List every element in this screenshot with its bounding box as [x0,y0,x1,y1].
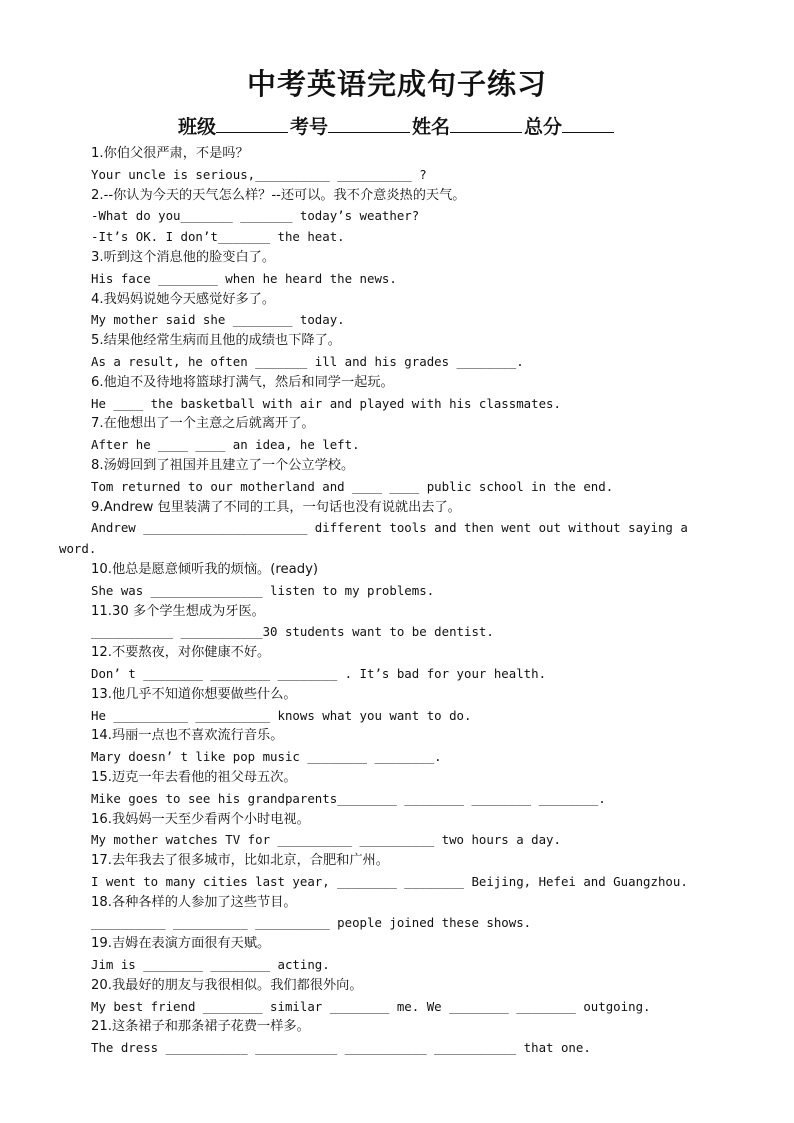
question-zh: 8.汤姆回到了祖国并且建立了一个公立学校。 [91,457,355,473]
answer-line[interactable]: -What do you_______ _______ today’s weather? [91,208,420,224]
question-zh: 3.听到这个消息他的脸变白了。 [91,249,276,265]
name-blank[interactable] [450,114,522,133]
exam-number-label: 考号 [289,116,328,138]
total-score-label: 总分 [524,116,563,138]
answer-line[interactable]: Andrew ______________________ different tools and then went out without saying a [91,520,688,536]
answer-line[interactable]: He ____ the basketball with air and played with his classmates. [91,395,561,411]
exam-number-blank[interactable] [328,114,410,133]
answer-line[interactable]: He __________ __________ knows what you want to do. [91,707,472,723]
answer-line[interactable]: The dress ___________ ___________ ___________ ___________ that one. [91,1040,591,1056]
question-zh: 17.去年我去了很多城市，比如北京，合肥和广州。 [91,853,389,869]
answer-line[interactable]: After he ____ ____ an idea, he left. [91,437,360,453]
question-zh: 2.--你认为今天的天气怎么样？--还可以。我不介意炎热的天气。 [91,187,466,203]
answer-line[interactable]: I went to many cities last year, ________ ________ Beijing, Hefei and Guangzhou. [91,873,688,889]
question-zh: 11.30 多个学生想成为牙医。 [91,603,265,619]
question-zh: 20.我最好的朋友与我很相似。我们都很外向。 [91,977,363,993]
answer-line-continuation: word. [59,541,97,557]
answer-line[interactable]: My mother said she ________ today. [91,312,345,328]
question-zh: 19.吉姆在表演方面很有天赋。 [91,936,271,952]
answer-line[interactable]: My best friend ________ similar ________ me. We ________ ________ outgoing. [91,998,651,1014]
exercise-list [0,144,794,1059]
answer-line[interactable]: As a result, he often _______ ill and his grades ________. [91,353,524,369]
answer-line[interactable]: __________ __________ __________ people joined these shows. [91,915,532,931]
answer-line[interactable]: Jim is ________ ________ acting. [91,957,330,973]
answer-line[interactable]: Tom returned to our motherland and ____ ____ public school in the end. [91,478,614,494]
answer-line[interactable]: Your uncle is serious,__________ __________ ? [91,166,427,182]
answer-line[interactable]: His face ________ when he heard the news. [91,270,397,286]
question-zh: 16.我妈妈一天至少看两个小时电视。 [91,811,310,827]
question-zh: 14.玛丽一点也不喜欢流行音乐。 [91,728,284,744]
class-label: 班级 [177,116,216,138]
question-zh: 7.在他想出了一个主意之后就离开了。 [91,416,315,432]
question-zh: 21.这条裙子和那条裙子花费一样多。 [91,1019,310,1035]
answer-line[interactable]: Mike goes to see his grandparents________ ________ ________ ________. [91,790,606,806]
question-zh: 6.他迫不及待地将篮球打满气，然后和同学一起玩。 [91,374,394,390]
question-zh: 12.不要熬夜，对你健康不好。 [91,645,271,661]
question-zh: 18.各种各样的人参加了这些节目。 [91,894,297,910]
question-zh: 5.结果他经常生病而且他的成绩也下降了。 [91,333,341,349]
answer-line[interactable]: Don’ t ________ ________ ________ . It’s bad for your health. [91,665,547,681]
question-zh: 10.他总是愿意倾听我的烦恼。(ready) [91,561,319,577]
answer-line[interactable]: Mary doesn’ t like pop music ________ ________. [91,749,442,765]
class-blank[interactable] [216,114,288,133]
answer-line[interactable]: She was _______________ listen to my problems. [91,582,435,598]
answer-line[interactable]: My mother watches TV for __________ __________ two hours a day. [91,832,561,848]
student-info-header [0,112,794,139]
answer-line[interactable]: ___________ ___________30 students want to be dentist. [91,624,494,640]
question-zh: 9.Andrew 包里装满了不同的工具，一句话也没有说就出去了。 [91,499,461,515]
page-title: 中考英语完成句子练习 [246,67,547,101]
name-label: 姓名 [412,116,451,138]
question-zh: 4.我妈妈说她今天感觉好多了。 [91,291,276,307]
question-zh: 13.他几乎不知道你想要做些什么。 [91,686,297,702]
question-zh: 1.你伯父很严肃，不是吗？ [91,146,249,161]
question-zh: 15.迈克一年去看他的祖父母五次。 [91,769,297,785]
total-score-blank[interactable] [562,114,614,133]
answer-line[interactable]: -It’s OK. I don’t_______ the heat. [91,229,345,245]
